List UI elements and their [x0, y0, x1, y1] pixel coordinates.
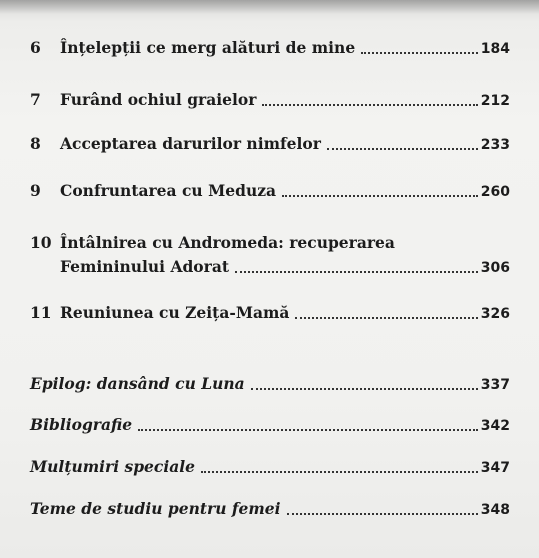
chapter-title: Reuniunea cu Zeița-Mamă [60, 303, 290, 322]
chapter-title-line2: Femininului Adorat [60, 257, 230, 276]
dot-leader [138, 428, 478, 431]
toc-line-second [60, 256, 510, 278]
toc-line [30, 456, 510, 478]
chapter-number: 11 [30, 303, 52, 322]
section-title: Mulțumiri speciale [30, 457, 196, 476]
chapter-number: 9 [30, 181, 41, 200]
page-number: 342 [480, 418, 510, 434]
page-number: 347 [480, 460, 510, 476]
chapter-title: Înțelepții ce merg alături de mine [60, 38, 356, 57]
page-number: 348 [480, 502, 510, 518]
toc-line-first [60, 232, 510, 254]
page-number: 260 [480, 184, 510, 200]
toc-line [60, 133, 510, 155]
page-number: 326 [480, 306, 510, 322]
toc-line [60, 302, 510, 324]
section-title: Teme de studiu pentru femei [30, 499, 281, 518]
toc-line [60, 37, 510, 59]
chapter-title: Acceptarea darurilor nimfelor [60, 134, 321, 153]
chapter-number: 6 [30, 38, 41, 57]
dot-leader [201, 470, 478, 473]
toc-line [30, 498, 510, 520]
section-title: Epilog: dansând cu Luna [30, 374, 245, 393]
dot-leader [327, 147, 478, 150]
dot-leader [295, 316, 477, 319]
toc-line [60, 180, 510, 202]
page-number: 233 [480, 137, 510, 153]
dot-leader [235, 270, 478, 273]
page-edge-shadow [0, 0, 539, 14]
page-number: 184 [480, 41, 510, 57]
page-number: 212 [480, 93, 510, 109]
toc-line [30, 373, 510, 395]
dot-leader [287, 512, 478, 515]
dot-leader [361, 51, 478, 54]
chapter-number: 10 [30, 233, 52, 252]
chapter-number: 8 [30, 134, 41, 153]
section-title: Bibliografie [30, 415, 133, 434]
toc-line [30, 414, 510, 436]
chapter-title: Furând ochiul graielor [60, 90, 257, 109]
dot-leader [251, 387, 478, 390]
toc-line [60, 89, 510, 111]
chapter-title: Confruntarea cu Meduza [60, 181, 277, 200]
page-number: 306 [480, 260, 510, 276]
chapter-number: 7 [30, 90, 41, 109]
dot-leader [282, 194, 478, 197]
page-number: 337 [480, 377, 510, 393]
chapter-title-line1: Întâlnirea cu Andromeda: recuperarea [60, 233, 395, 252]
dot-leader [262, 103, 477, 106]
